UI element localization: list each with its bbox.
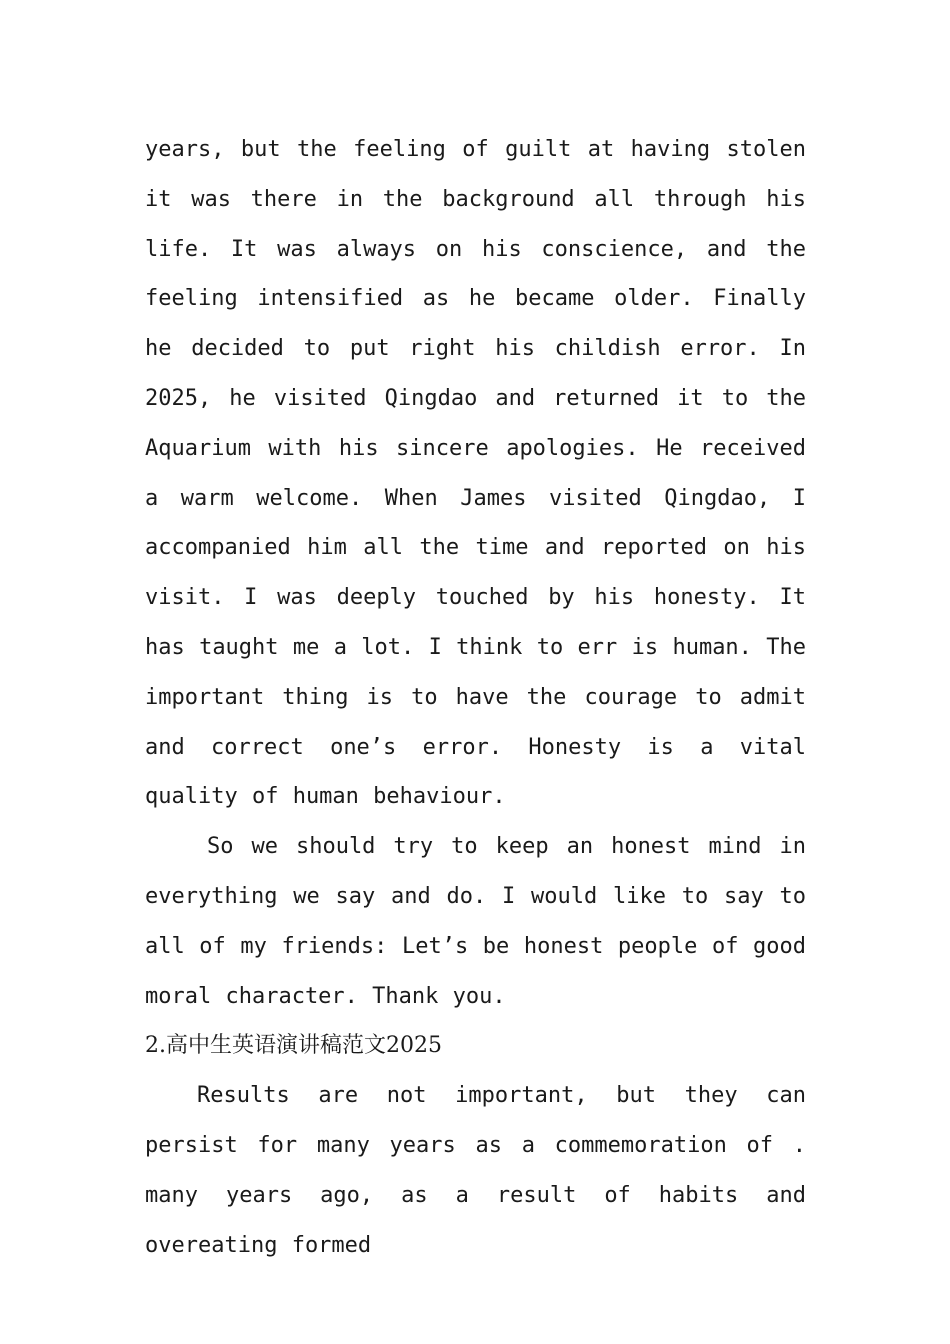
document-body [145,125,806,1270]
section-heading: 2.高中生英语演讲稿范文2025 [145,1033,442,1059]
paragraph-guilt-story: years, but the feeling of guilt at having stolen it was there in the background all through his life. It was always on his conscience, and the feeling intensified as he became older. Finally he decided to put right his childish error. In 2025, he visited Qingdao and returned it to the Aquarium with his sincere apologies. He received a warm welcome. When James visited Qingdao, I accompanied him all the time and reported on his visit. I was deeply touched by his honesty. It has taught me a lot. I think to err is human. The important thing is to have the courage to admit and correct one’s error. Honesty is a vital quality of human behaviour. [145,137,806,810]
paragraph-honest-mind: So we should try to keep an honest mind in everything we say and do. I would like to say to all of my friends: Let’s be honest people of good moral character. Thank you. [145,834,806,1009]
paragraph-results: Results are not important, but they can persist for many years as a commemoration of . many years ago, as a result of habits and overeating formed [145,1083,806,1258]
